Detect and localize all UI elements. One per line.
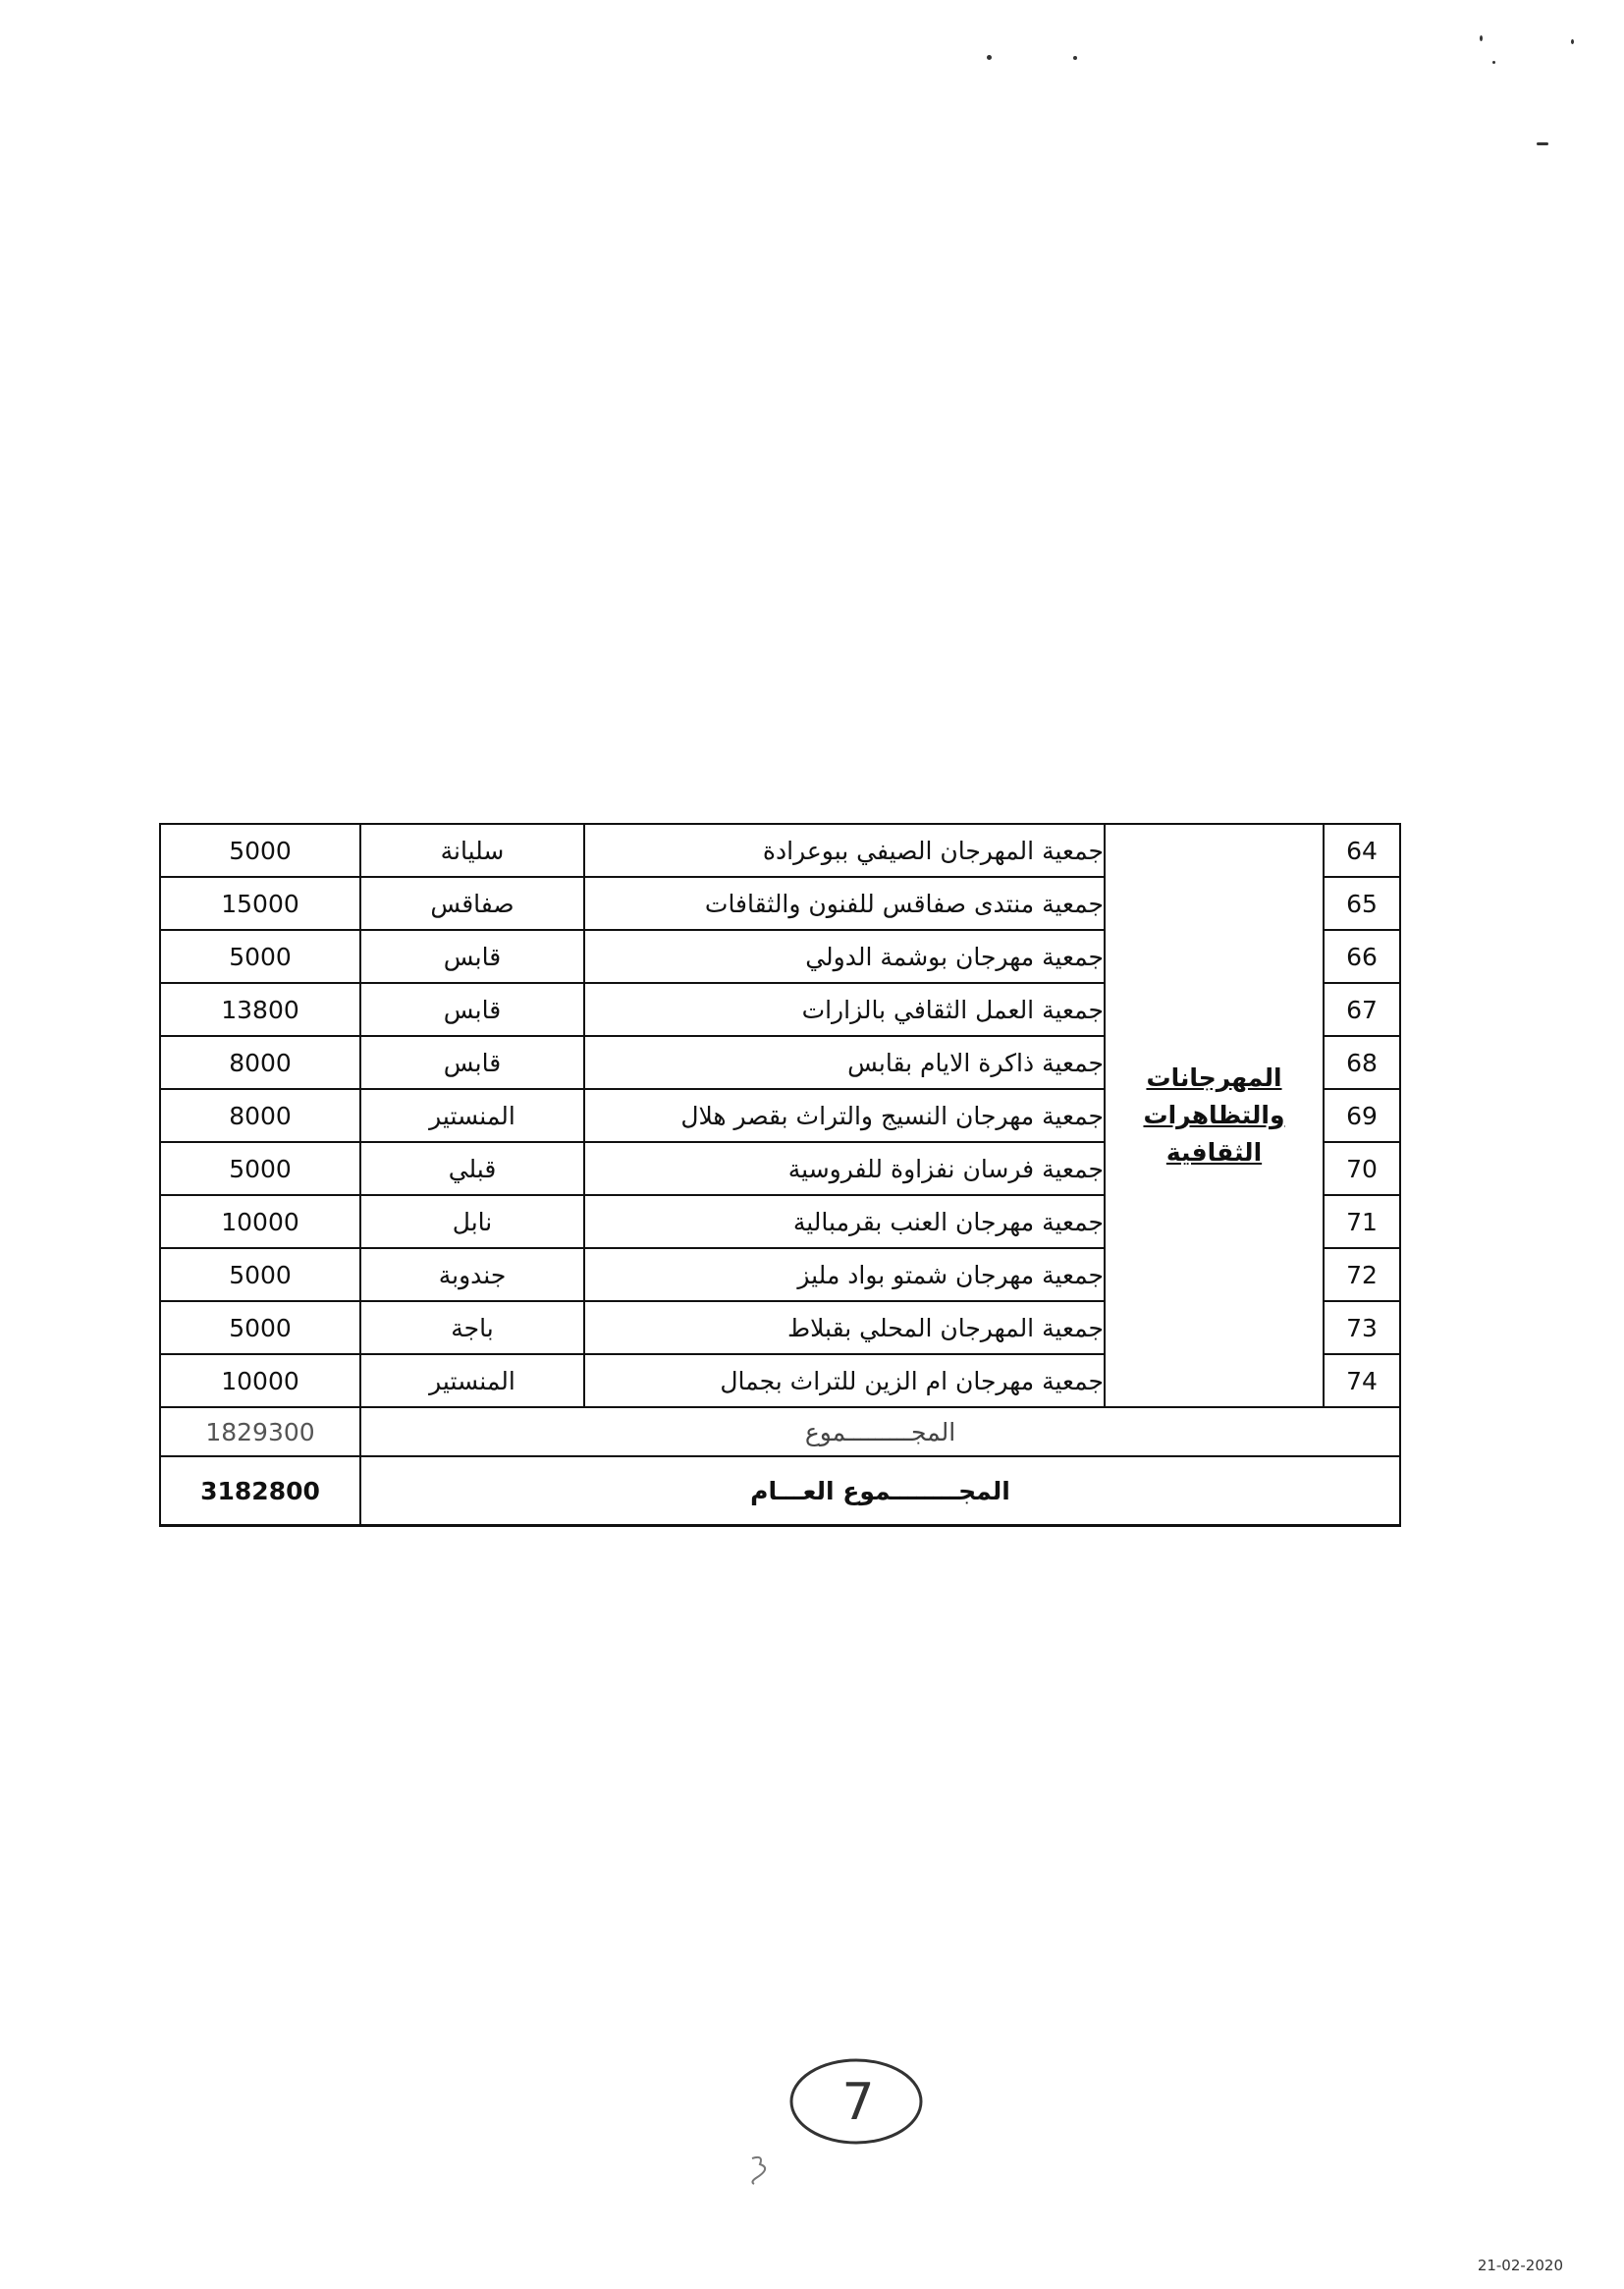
region-cell: المنستير — [360, 1089, 584, 1142]
scan-speck — [1571, 39, 1574, 44]
grand-total-amount: 3182800 — [160, 1456, 360, 1526]
association-cell: جمعية منتدى صفاقس للفنون والثقافات — [584, 877, 1105, 930]
amount-cell: 8000 — [160, 1089, 360, 1142]
subtotal-row — [160, 1407, 1400, 1456]
subtotal-amount: 1829300 — [160, 1407, 360, 1456]
grand-total-label: المجــــــــموع العـــام — [360, 1456, 1400, 1526]
scan-speck — [1073, 56, 1077, 60]
amount-cell: 10000 — [160, 1354, 360, 1407]
amount-cell: 5000 — [160, 1142, 360, 1195]
category-cell — [1105, 824, 1324, 1407]
amount-cell: 5000 — [160, 1301, 360, 1354]
association-cell: جمعية فرسان نفزاوة للفروسية — [584, 1142, 1105, 1195]
row-number-cell: 65 — [1324, 877, 1400, 930]
region-cell: قابس — [360, 1036, 584, 1089]
row-number-cell: 67 — [1324, 983, 1400, 1036]
amount-cell: 13800 — [160, 983, 360, 1036]
row-number-cell: 69 — [1324, 1089, 1400, 1142]
table-row — [160, 824, 1400, 877]
region-cell: صفاقس — [360, 877, 584, 930]
association-cell: جمعية ذاكرة الايام بقابس — [584, 1036, 1105, 1089]
association-cell: جمعية مهرجان شمتو بواد مليز — [584, 1248, 1105, 1301]
row-number-cell: 64 — [1324, 824, 1400, 877]
association-cell: جمعية مهرجان النسيج والتراث بقصر هلال — [584, 1089, 1105, 1142]
handwritten-mark — [742, 2151, 782, 2190]
amount-cell: 8000 — [160, 1036, 360, 1089]
scan-speck — [987, 55, 992, 60]
subtotal-label: المجـــــــــموع — [360, 1407, 1400, 1456]
association-cell: جمعية العمل الثقافي بالزارات — [584, 983, 1105, 1036]
scan-speck — [1537, 142, 1548, 145]
page-number: 7 — [841, 2073, 875, 2132]
row-number-cell: 68 — [1324, 1036, 1400, 1089]
region-cell: سليانة — [360, 824, 584, 877]
scan-speck — [1480, 35, 1483, 41]
association-cell: جمعية مهرجان العنب بقرمبالية — [584, 1195, 1105, 1248]
page-number-stamp — [785, 2052, 928, 2149]
grant-table-body — [160, 824, 1400, 1526]
row-number-cell: 71 — [1324, 1195, 1400, 1248]
row-number-cell: 66 — [1324, 930, 1400, 983]
region-cell: باجة — [360, 1301, 584, 1354]
region-cell: قابس — [360, 983, 584, 1036]
association-cell: جمعية مهرجان بوشمة الدولي — [584, 930, 1105, 983]
amount-cell: 5000 — [160, 1248, 360, 1301]
row-number-cell: 70 — [1324, 1142, 1400, 1195]
association-cell: جمعية مهرجان ام الزين للتراث بجمال — [584, 1354, 1105, 1407]
row-number-cell: 74 — [1324, 1354, 1400, 1407]
scan-speck — [1492, 61, 1495, 64]
grant-table — [159, 823, 1401, 1527]
region-cell: جندوبة — [360, 1248, 584, 1301]
region-cell: قبلي — [360, 1142, 584, 1195]
region-cell: قابس — [360, 930, 584, 983]
association-cell: جمعية المهرجان الصيفي ببوعرادة — [584, 824, 1105, 877]
amount-cell: 10000 — [160, 1195, 360, 1248]
grand-total-row — [160, 1456, 1400, 1526]
category-label: المهرجانات والتظاهرات الثقافية — [1143, 1063, 1285, 1167]
footer-date: 21-02-2020 — [1477, 2257, 1563, 2274]
amount-cell: 15000 — [160, 877, 360, 930]
amount-cell: 5000 — [160, 930, 360, 983]
row-number-cell: 72 — [1324, 1248, 1400, 1301]
association-cell: جمعية المهرجان المحلي بقبلاط — [584, 1301, 1105, 1354]
region-cell: نابل — [360, 1195, 584, 1248]
amount-cell: 5000 — [160, 824, 360, 877]
row-number-cell: 73 — [1324, 1301, 1400, 1354]
region-cell: المنستير — [360, 1354, 584, 1407]
